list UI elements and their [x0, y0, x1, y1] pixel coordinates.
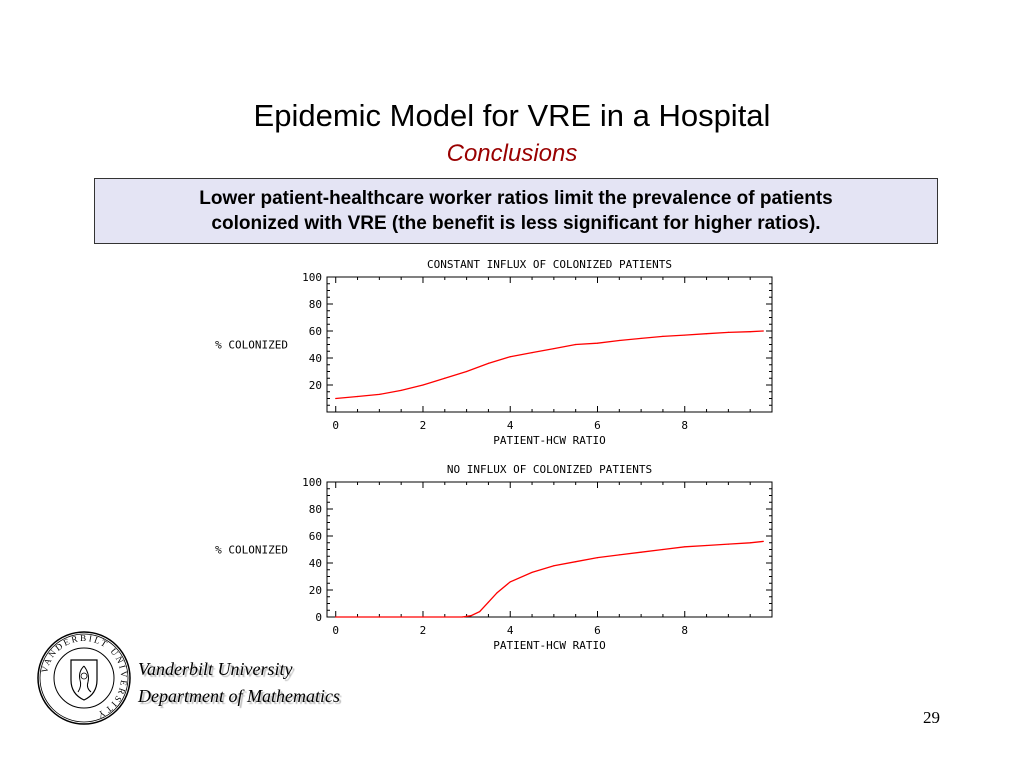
- y-tick-label: 100: [302, 271, 322, 284]
- data-point: [597, 557, 598, 558]
- x-tick-label: 0: [332, 419, 340, 432]
- data-point: [510, 581, 511, 582]
- data-point: [641, 338, 642, 339]
- data-point: [763, 330, 764, 331]
- y-axis-label: % COLONIZED: [215, 543, 288, 557]
- data-point: [750, 542, 751, 543]
- slide-title: Epidemic Model for VRE in a Hospital: [253, 98, 771, 133]
- data-point: [422, 616, 423, 617]
- x-tick-label: 6: [594, 624, 601, 637]
- data-point: [750, 331, 751, 332]
- conclusion-box: [94, 178, 938, 244]
- data-point: [422, 384, 423, 385]
- x-tick-label: 8: [681, 624, 689, 637]
- x-tick-label: 2: [419, 419, 427, 432]
- data-point: [462, 616, 463, 617]
- x-tick-label: 0: [332, 624, 340, 637]
- x-axis-label: PATIENT-HCW RATIO: [493, 639, 606, 652]
- data-point: [379, 394, 380, 395]
- x-tick-label: 4: [506, 419, 514, 432]
- data-point: [728, 332, 729, 333]
- x-tick-label: 8: [681, 419, 689, 432]
- data-point: [479, 611, 480, 612]
- data-point: [357, 396, 358, 397]
- footer-department: Department of Mathematics: [138, 686, 340, 706]
- data-point: [619, 554, 620, 555]
- series-line: [336, 331, 764, 399]
- data-point: [510, 356, 511, 357]
- data-point: [763, 541, 764, 542]
- x-tick-label: 6: [594, 419, 601, 432]
- y-tick-label: 60: [308, 530, 322, 543]
- data-point: [531, 352, 532, 353]
- data-point: [488, 363, 489, 364]
- data-point: [706, 333, 707, 334]
- y-tick-label: 80: [308, 298, 322, 311]
- data-point: [662, 336, 663, 337]
- data-point: [684, 334, 685, 335]
- data-point: [575, 344, 576, 345]
- x-tick-label: 4: [506, 624, 514, 637]
- x-axis-label: PATIENT-HCW RATIO: [493, 434, 606, 447]
- y-tick-label: 0: [315, 611, 322, 624]
- data-point: [470, 615, 471, 616]
- data-point: [531, 572, 532, 573]
- data-point: [706, 545, 707, 546]
- plot-frame: [327, 482, 772, 617]
- x-tick-label: 2: [419, 624, 427, 637]
- page-number: 29: [923, 708, 940, 727]
- data-point: [684, 546, 685, 547]
- chart-title: CONSTANT INFLUX OF COLONIZED PATIENTS: [426, 258, 673, 271]
- conclusion-line-2: colonized with VRE (the benefit is less significant for higher ratios).: [211, 213, 821, 234]
- y-tick-label: 20: [308, 379, 322, 392]
- seal-text: VANDERBILT UNIVERSITY: [39, 632, 130, 721]
- chart-no-influx: [180, 457, 800, 657]
- y-tick-label: 20: [308, 584, 322, 597]
- y-tick-label: 100: [302, 476, 322, 489]
- data-point: [335, 398, 336, 399]
- data-point: [728, 544, 729, 545]
- series-line: [336, 541, 764, 617]
- data-point: [379, 616, 380, 617]
- data-point: [488, 602, 489, 603]
- y-tick-label: 40: [308, 352, 322, 365]
- university-seal-icon: [36, 630, 132, 726]
- footer-university: Vanderbilt University: [138, 659, 293, 679]
- y-tick-label: 40: [308, 557, 322, 570]
- data-point: [444, 378, 445, 379]
- y-axis-label: % COLONIZED: [215, 338, 288, 352]
- data-point: [335, 616, 336, 617]
- data-point: [597, 343, 598, 344]
- y-tick-label: 60: [308, 325, 322, 338]
- data-point: [553, 348, 554, 349]
- data-point: [401, 390, 402, 391]
- data-point: [619, 340, 620, 341]
- slide-subtitle: Conclusions: [446, 140, 578, 167]
- chart-constant-influx: [180, 252, 800, 452]
- data-point: [662, 549, 663, 550]
- data-point: [497, 592, 498, 593]
- conclusion-line-1: Lower patient-healthcare worker ratios limit the prevalence of patients: [199, 188, 833, 209]
- chart-title: NO INFLUX OF COLONIZED PATIENTS: [446, 463, 653, 476]
- data-point: [575, 561, 576, 562]
- data-point: [641, 552, 642, 553]
- data-point: [553, 565, 554, 566]
- y-tick-label: 80: [308, 503, 322, 516]
- data-point: [466, 371, 467, 372]
